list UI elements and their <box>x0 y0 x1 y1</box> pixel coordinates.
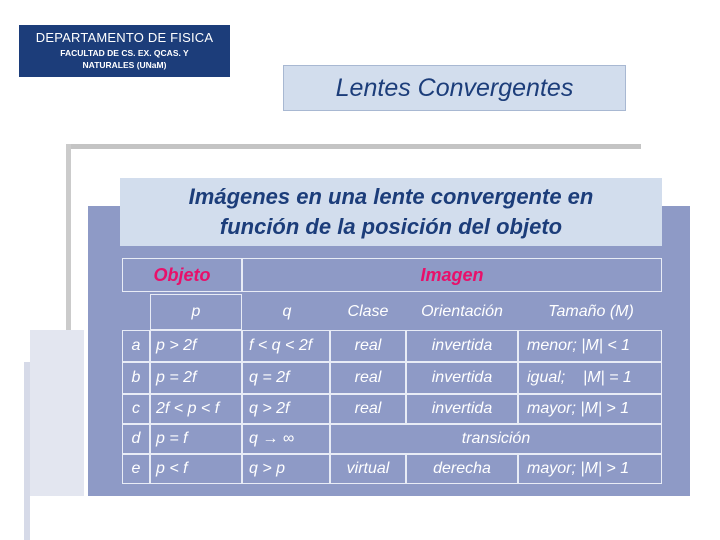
row-p-condition: p = f <box>150 424 242 454</box>
row-orientacion: invertida <box>406 330 518 362</box>
row-orientacion: derecha <box>406 454 518 484</box>
row-tamano: menor; |M| < 1 <box>518 330 662 362</box>
institution-logo <box>19 25 230 77</box>
row-p-condition: p > 2f <box>150 330 242 362</box>
row-clase: real <box>330 362 406 394</box>
row-case-label: d <box>122 424 150 454</box>
table-header-objeto: Objeto <box>122 258 242 292</box>
table-header-imagen: Imagen <box>242 258 662 292</box>
row-orientacion: invertida <box>406 362 518 394</box>
header-title-box <box>283 65 626 111</box>
row-case-label: e <box>122 454 150 484</box>
row-q-condition: q > 2f <box>242 394 330 424</box>
column-header-orientacion: Orientación <box>421 303 503 320</box>
row-clase: real <box>330 330 406 362</box>
subtitle-box <box>120 178 662 246</box>
row-p-condition: p < f <box>150 454 242 484</box>
row-clase: virtual <box>330 454 406 484</box>
column-header-tamano: Tamaño (M) <box>548 303 634 320</box>
row-case-label: c <box>122 394 150 424</box>
slide-subtitle: Imágenes en una lente convergente en función de la posición del objeto <box>188 184 594 239</box>
institution-name: DEPARTAMENTO DE FISICA <box>35 30 214 45</box>
column-header-q: q <box>282 303 292 320</box>
page-title: Lentes Convergentes <box>335 73 574 102</box>
row-q-condition: q → ∞ <box>242 424 330 454</box>
row-orientacion: invertida <box>406 394 518 424</box>
decorative-left-strip <box>24 362 30 540</box>
row-tamano: mayor; |M| > 1 <box>518 394 662 424</box>
decorative-panel-inner <box>30 330 84 496</box>
row-clase: real <box>330 394 406 424</box>
decorative-gray-bar-top <box>66 144 641 149</box>
row-tamano: mayor; |M| > 1 <box>518 454 662 484</box>
column-header-p: p <box>150 294 242 330</box>
row-case-label: b <box>122 362 150 394</box>
column-header-clase: Clase <box>347 303 389 320</box>
row-transition: transición <box>330 424 662 454</box>
row-p-condition: 2f < p < f <box>150 394 242 424</box>
row-p-condition: p = 2f <box>150 362 242 394</box>
row-q-condition: f < q < 2f <box>242 330 330 362</box>
row-q-condition: q = 2f <box>242 362 330 394</box>
row-case-label: a <box>122 330 150 362</box>
row-q-condition: q > p <box>242 454 330 484</box>
row-tamano: igual; |M| = 1 <box>518 362 662 394</box>
faculty-name: FACULTAD DE CS. EX. QCAS. Y NATURALES (UNaM) <box>60 48 189 70</box>
